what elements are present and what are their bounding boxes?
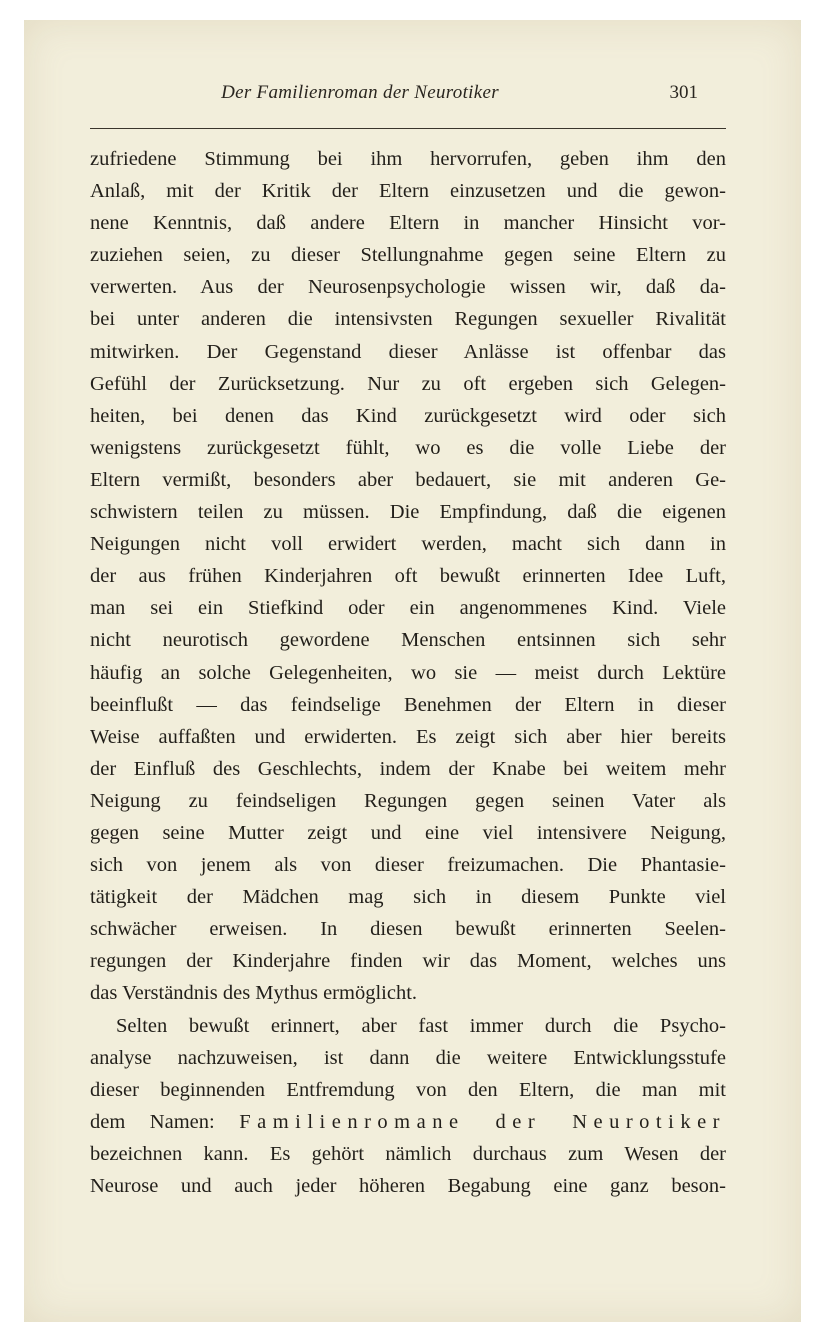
spaced-line-prefix: dem Namen:	[90, 1110, 215, 1133]
text-line: verwerten. Aus der Neurosenpsychologie wissen wir, daß da-	[90, 276, 726, 299]
text-line: sich von jenem als von dieser freizumachen. Die Phantasie-	[90, 854, 726, 877]
text-line: Gefühl der Zurücksetzung. Nur zu oft ergeben sich Gelegen-	[90, 372, 726, 395]
text-line: Neigungen nicht voll erwidert werden, macht sich dann in	[90, 533, 726, 556]
text-line: Eltern vermißt, besonders aber bedauert, sie mit anderen Ge-	[90, 468, 726, 491]
text-line: dieser beginnenden Entfremdung von den Eltern, die man mit	[90, 1078, 726, 1101]
text-line: bei unter anderen die intensivsten Regungen sexueller Rivalität	[90, 308, 726, 331]
text-line: regungen der Kinderjahre finden wir das Moment, welches uns	[90, 950, 726, 973]
body-text	[90, 143, 726, 1202]
text-line: gegen seine Mutter zeigt und eine viel intensivere Neigung,	[90, 821, 726, 844]
text-line: Anlaß, mit der Kritik der Eltern einzusetzen und die gewon-	[90, 180, 726, 203]
running-header	[90, 82, 700, 112]
spaced-title-emphasis: Familienromane der Neurotiker	[239, 1110, 726, 1133]
paragraph-start-line: Selten bewußt erinnert, aber fast immer durch die Psycho-	[116, 1014, 726, 1037]
text-line: schwistern teilen zu müssen. Die Empfindung, daß die eigenen	[90, 501, 726, 524]
paragraph-end-line: das Verständnis des Mythus ermöglicht.	[90, 982, 418, 1005]
text-line: häufig an solche Gelegenheiten, wo sie — meist durch Lektüre	[90, 661, 726, 684]
text-line: der aus frühen Kinderjahren oft bewußt erinnerten Idee Luft,	[90, 565, 726, 588]
spaced-emphasis-line	[90, 1106, 726, 1138]
text-line: zufriedene Stimmung bei ihm hervorrufen, geben ihm den	[90, 148, 726, 170]
text-line: Weise auffaßten und erwiderten. Es zeigt sich aber hier bereits	[90, 725, 726, 748]
text-line: heiten, bei denen das Kind zurückgesetzt wird oder sich	[90, 404, 726, 427]
header-rule	[90, 128, 726, 129]
text-line: zuziehen seien, zu dieser Stellungnahme gegen seine Eltern zu	[90, 244, 726, 267]
text-line: nicht neurotisch gewordene Menschen entsinnen sich sehr	[90, 629, 726, 652]
page-number: 301	[669, 82, 698, 103]
text-line: tätigkeit der Mädchen mag sich in diesem Punkte viel	[90, 886, 726, 909]
text-line: wenigstens zurückgesetzt fühlt, wo es die volle Liebe der	[90, 436, 726, 459]
text-line: nene Kenntnis, daß andere Eltern in mancher Hinsicht vor-	[90, 212, 726, 235]
text-line: bezeichnen kann. Es gehört nämlich durchaus zum Wesen der	[90, 1142, 726, 1165]
text-line: Neurose und auch jeder höheren Begabung eine ganz beson-	[90, 1175, 726, 1197]
text-line: schwächer erweisen. In diesen bewußt erinnerten Seelen-	[90, 918, 726, 941]
text-line: mitwirken. Der Gegenstand dieser Anlässe ist offenbar das	[90, 340, 726, 363]
text-line: beeinflußt — das feindselige Benehmen der Eltern in dieser	[90, 693, 726, 716]
text-line: man sei ein Stiefkind oder ein angenommenes Kind. Viele	[90, 597, 726, 620]
running-title: Der Familienroman der Neurotiker	[221, 82, 499, 103]
text-line: der Einfluß des Geschlechts, indem der Knabe bei weitem mehr	[90, 757, 726, 780]
text-line: Neigung zu feindseligen Regungen gegen seinen Vater als	[90, 789, 726, 812]
text-line: analyse nachzuweisen, ist dann die weitere Entwicklungsstufe	[90, 1046, 726, 1069]
